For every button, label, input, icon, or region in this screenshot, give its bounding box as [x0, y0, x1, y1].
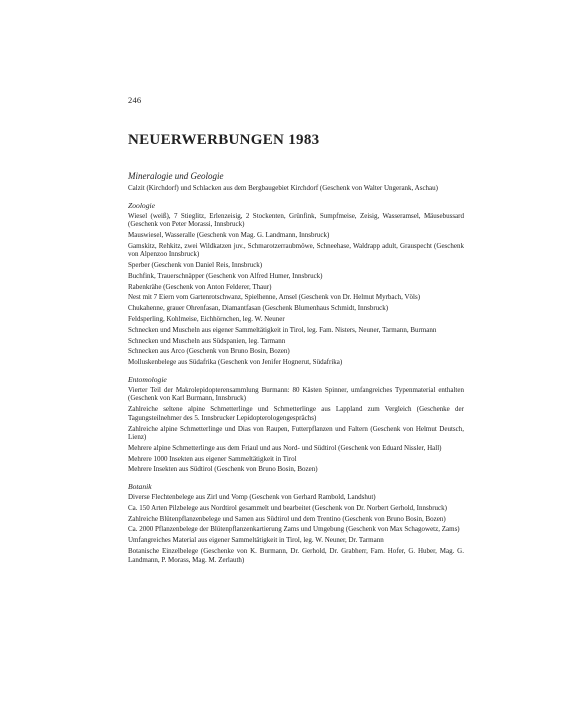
entry: Ca. 2000 Pflanzenbelege der Blütenpflanzenkartierung Zams und Umgebung (Geschenk von Max Schagowetz, Zams)	[128, 525, 460, 534]
entry: Mehrere alpine Schmetterlinge aus dem Friaul und aus Nord- und Südtirol (Geschenk von Eduard Nissler, Hall)	[128, 443, 442, 452]
entry: Zahlreiche alpine Schmetterlinge und Dias von Raupen, Futterpflanzen und Faltern (Geschenk von Helmut Deutsch, Lienz)	[128, 424, 464, 442]
entry: Molluskenbelege aus Südafrika (Geschenk von Jenifer Hognerut, Südafrika)	[128, 358, 343, 367]
entry: Diverse Flechtenbelege aus Zirl und Vomp (Geschenk von Gerhard Rambold, Landshut)	[128, 493, 376, 502]
entry: Nest mit 7 Eiern vom Gartenrotschwanz, Spielhenne, Amsel (Geschenk von Dr. Helmut Myrbach, Völs)	[128, 293, 421, 302]
entry: Feldsperling, Kohlmeise, Eichhörnchen, leg. W. Neuner	[128, 315, 285, 324]
section-botany	[128, 482, 464, 564]
entry: Mauswiesel, Wasseralle (Geschenk von Mag. G. Landmann, Innsbruck)	[128, 230, 330, 239]
entry: Umfangreiches Material aus eigener Sammeltätigkeit in Tirol, leg. W. Neuner, Dr. Tarmann	[128, 536, 384, 545]
entry: Buchfink, Trauerschnäpper (Geschenk von Alfred Humer, Innsbruck)	[128, 271, 323, 280]
section-heading: Zoologie	[128, 200, 156, 210]
section-zoology	[128, 201, 464, 367]
acquisitions-list	[128, 170, 464, 572]
section-heading: Mineralogie und Geologie	[128, 171, 224, 181]
page-number: 246	[128, 95, 142, 105]
page-title: NEUERWERBUNGEN 1983	[128, 132, 320, 148]
entry: Schnecken und Muscheln aus eigener Sammeltätigkeit in Tirol, leg. Fam. Nisters, Neuner, Tarmann, Burmann	[128, 325, 437, 334]
entry: Rabenkrähe (Geschenk von Anton Felderer, Thaur)	[128, 282, 272, 291]
entry: Sperber (Geschenk von Daniel Reis, Innsbruck)	[128, 261, 263, 270]
entry: Ca. 150 Arten Pilzbelege aus Nordtirol gesammelt und bearbeitet (Geschenk von Dr. Norbert Gerhold, Innsbruck)	[128, 503, 447, 512]
entry: Mehrere 1000 Insekten aus eigener Sammeltätigkeit in Tirol	[128, 454, 297, 463]
entry: Zahlreiche Blütenpflanzenbelege und Samen aus Südtirol und dem Trentino (Geschenk von Bruno Bosin, Bozen)	[128, 514, 446, 523]
entry: Botanische Einzelbelege (Geschenke von K. Burmann, Dr. Gerhold, Dr. Grabherr, Fam. Hofer, G. Huber, Mag. G. Landmann, P. Morass, Mag. M. Zerlauth)	[128, 546, 464, 564]
section-heading: Botanik	[128, 482, 152, 492]
entry: Schnecken und Muscheln aus Südspanien, leg. Tarmann	[128, 336, 286, 345]
entry: Chukahenne, grauer Ohrenfasan, Diamantfasan (Geschenk Blumenhaus Schmidt, Innsbruck)	[128, 304, 389, 313]
entry: Schnecken aus Arco (Geschenk von Bruno Bosin, Bozen)	[128, 347, 290, 356]
entry: Calzit (Kirchdorf) und Schlacken aus dem Bergbaugebiet Kirchdorf (Geschenk von Walter Ungerank, Aschau)	[128, 184, 438, 192]
section-mineralogy	[128, 170, 464, 193]
entry: Mehrere Insekten aus Südtirol (Geschenk von Bruno Bosin, Bozen)	[128, 465, 318, 474]
section-heading: Entomologie	[128, 374, 167, 384]
section-entomology	[128, 375, 464, 474]
entry: Zahlreiche seltene alpine Schmetterlinge und Schmetterlinge aus Lappland zum Vergleich (Geschenke der Tagungsteilnehmer des 5. Innsbrucker Lepidopterologengesprächs)	[128, 405, 464, 422]
entry: Vierter Teil der Makrolepidopterensammlung Burmann: 80 Kästen Spinner, umfangreiches Typenmaterial enthalten (Geschenk von Karl Burmann, Innsbruck)	[128, 385, 464, 403]
entry: Gamskitz, Rehkitz, zwei Wildkatzen juv., Schmarotzerraubmöwe, Schneehase, Waldrapp adult, Grauspecht (Geschenk von Alpenzoo Innsbruck)	[128, 241, 464, 259]
entry: Wiesel (weiß), 7 Stieglitz, Erlenzeisig, 2 Stockenten, Grünfink, Sumpfmeise, Zeisig, Wasseramsel, Mäusebussard (Geschenk von Peter Morassi, Innsbruck)	[128, 211, 464, 229]
